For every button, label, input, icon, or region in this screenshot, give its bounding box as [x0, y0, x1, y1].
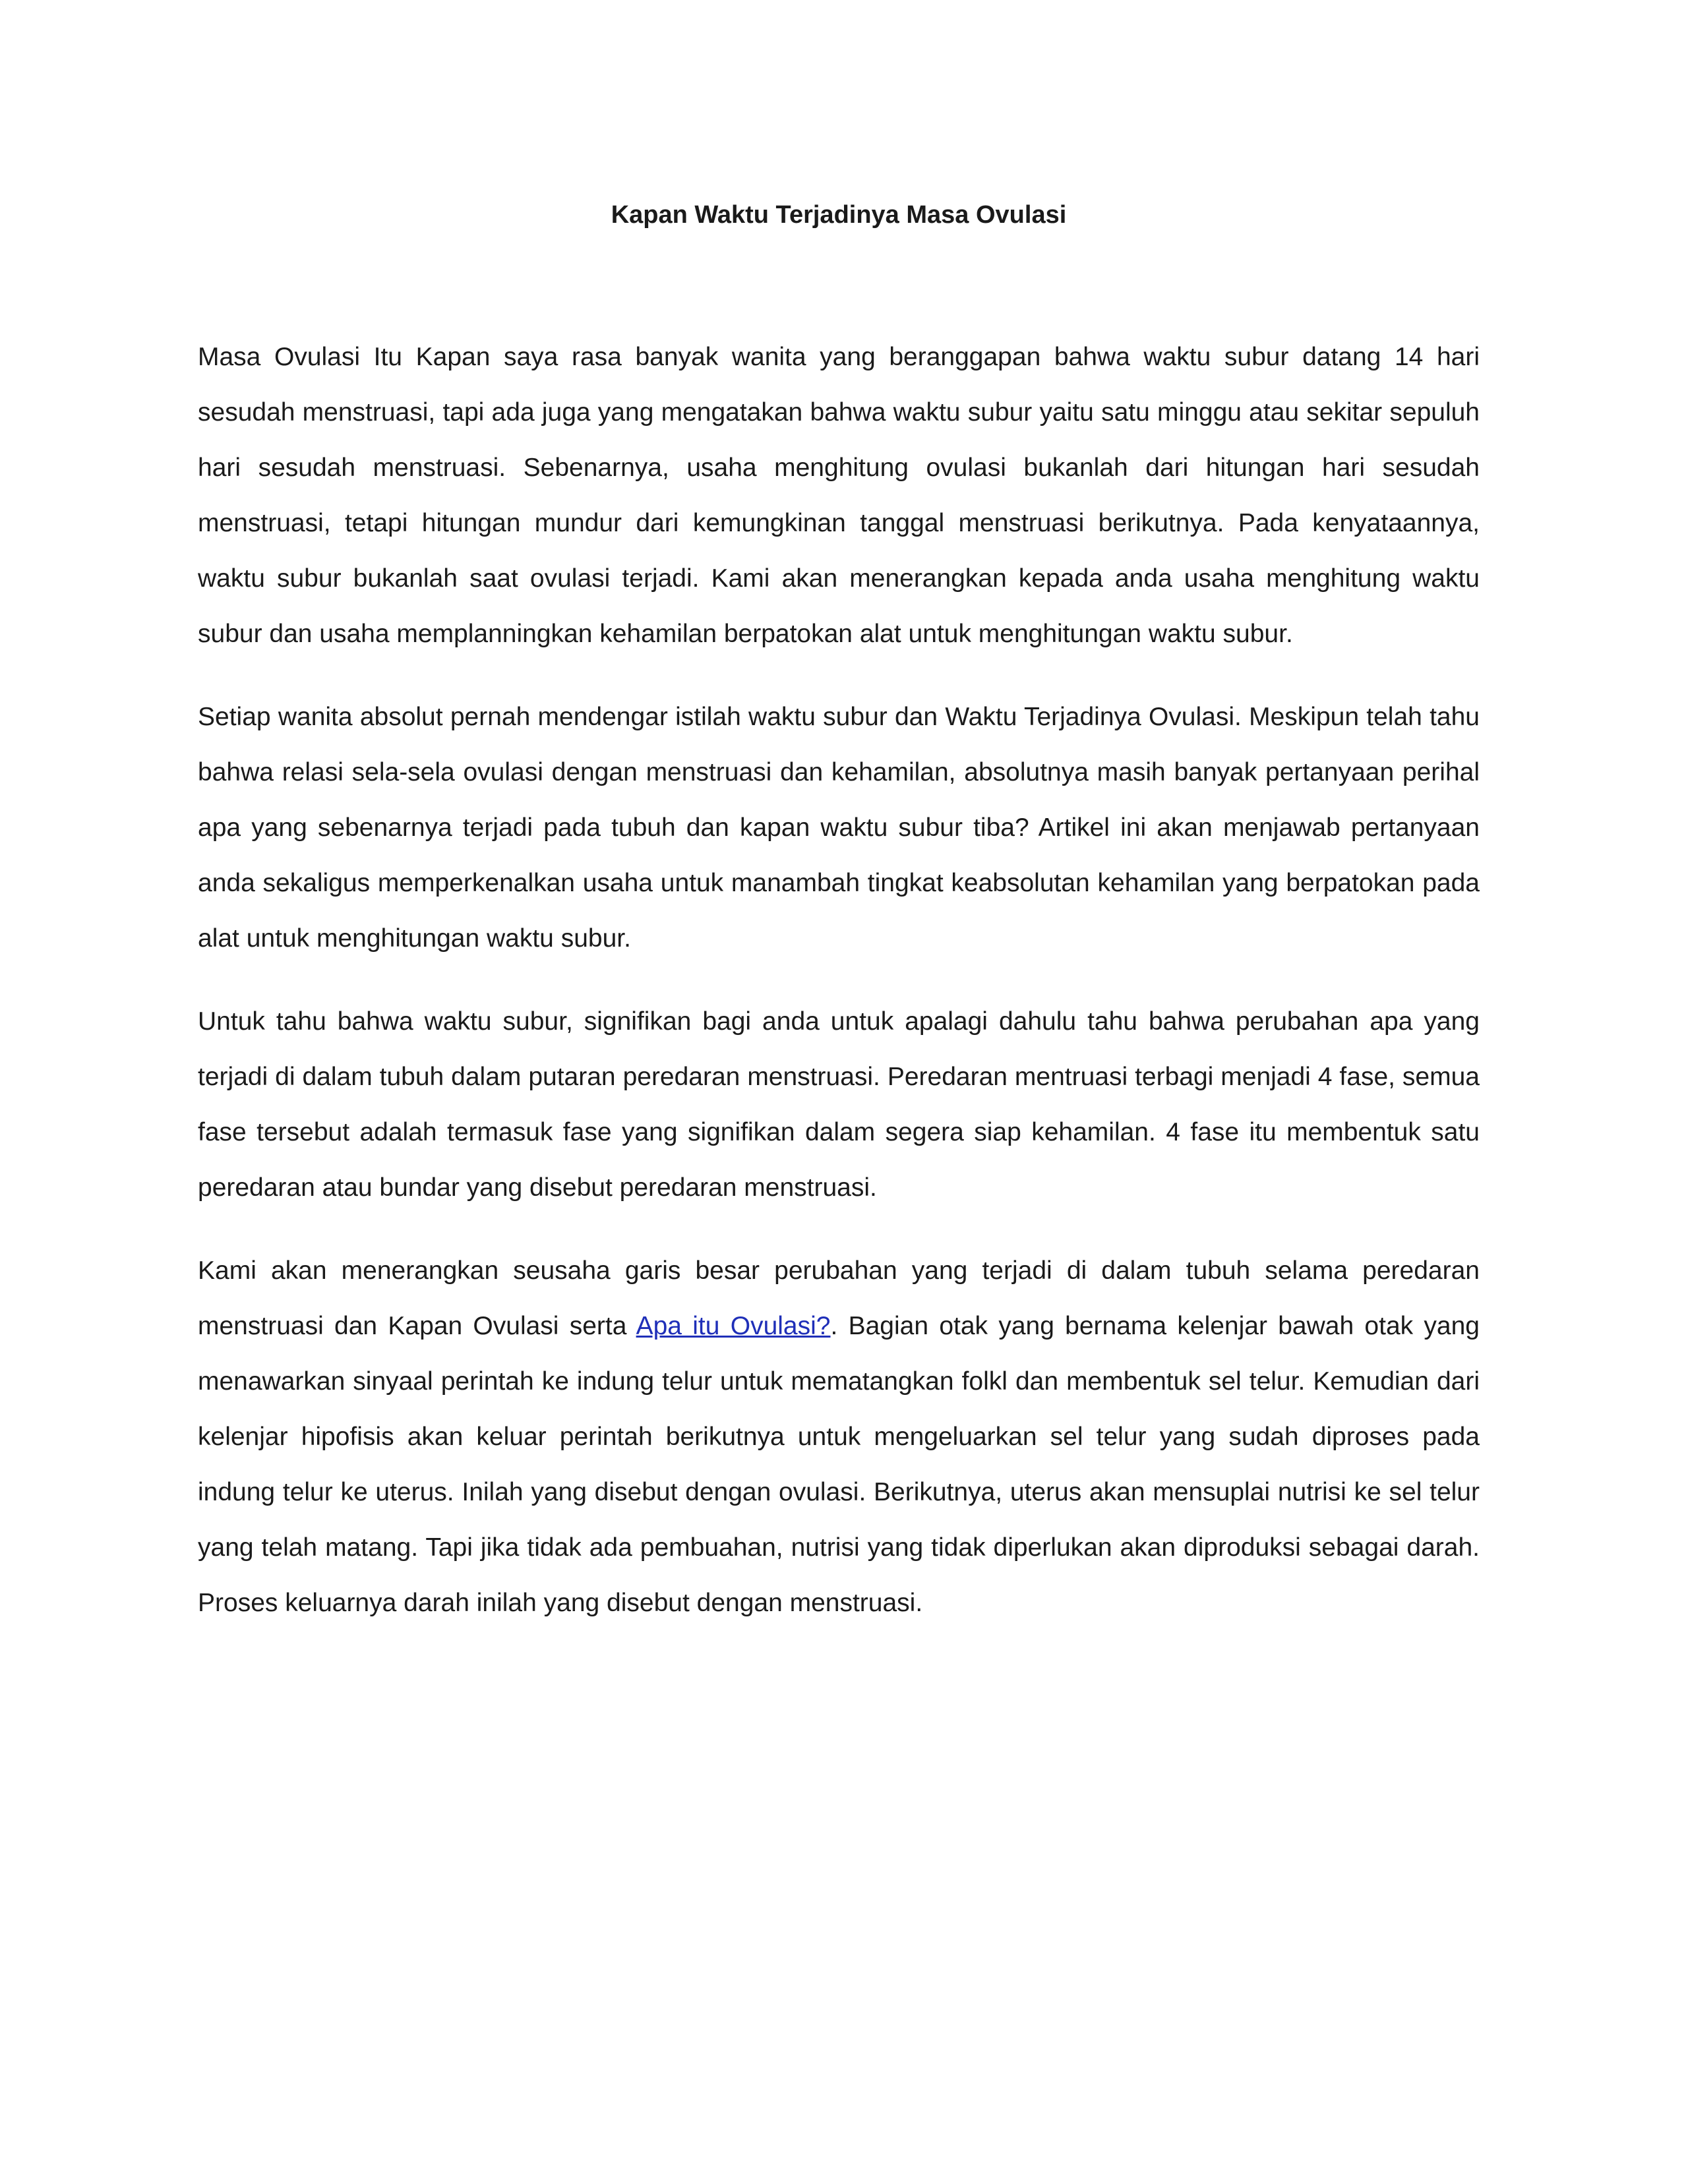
document-title: Kapan Waktu Terjadinya Masa Ovulasi	[611, 201, 1067, 229]
document-body	[198, 330, 1480, 1659]
paragraph-4-text-after-link: . Bagian otak yang bernama kelenjar bawah otak yang menawarkan sinyaal perintah ke indung telur untuk mematangkan folkl dan membentuk sel telur. Kemudian dari kelenjar hipofisis akan keluar perintah berikutnya untuk mengeluarkan sel telur yang sudah diproses pada indung telur ke uterus. Inilah yang disebut dengan ovulasi. Berikutnya, uterus akan mensuplai nutrisi ke sel telur yang telah matang. Tapi jika tidak ada pembuahan, nutrisi yang tidak diperlukan akan diproduksi sebagai darah. Proses keluarnya darah inilah yang disebut dengan menstruasi.	[198, 1312, 1480, 1617]
apa-itu-ovulasi-link[interactable]: Apa itu Ovulasi?	[636, 1312, 831, 1340]
paragraph-2: Setiap wanita absolut pernah mendengar istilah waktu subur dan Waktu Terjadinya Ovulasi. Meskipun telah tahu bahwa relasi sela-sela ovulasi dengan menstruasi dan kehamilan, absolutnya masih banyak pertanyaan perihal apa yang sebenarnya terjadi pada tubuh dan kapan waktu subur tiba? Artikel ini akan menjawab pertanyaan anda sekaligus memperkenalkan usaha untuk manambah tingkat keabsolutan kehamilan yang berpatokan pada alat untuk menghitungan waktu subur.	[198, 703, 1480, 953]
paragraph-4	[198, 1243, 1480, 1631]
paragraph-4-text-before-link: Kami akan menerangkan seusaha garis besar perubahan yang terjadi di dalam tubuh selama peredaran menstruasi dan Kapan Ovulasi serta	[198, 1256, 1480, 1340]
paragraph-3: Untuk tahu bahwa waktu subur, signifikan bagi anda untuk apalagi dahulu tahu bahwa perubahan apa yang terjadi di dalam tubuh dalam putaran peredaran menstruasi. Peredaran mentruasi terbagi menjadi 4 fase, semua fase tersebut adalah termasuk fase yang signifikan dalam segera siap kehamilan. 4 fase itu membentuk satu peredaran atau bundar yang disebut peredaran menstruasi.	[198, 1007, 1480, 1202]
paragraph-1: Masa Ovulasi Itu Kapan saya rasa banyak wanita yang beranggapan bahwa waktu subur datang 14 hari sesudah menstruasi, tapi ada juga yang mengatakan bahwa waktu subur yaitu satu minggu atau sekitar sepuluh hari sesudah menstruasi. Sebenarnya, usaha menghitung ovulasi bukanlah dari hitungan hari sesudah menstruasi, tetapi hitungan mundur dari kemungkinan tanggal menstruasi berikutnya. Pada kenyataannya, waktu subur bukanlah saat ovulasi terjadi. Kami akan menerangkan kepada anda usaha menghitung waktu subur dan usaha memplanningkan kehamilan berpatokan alat untuk menghitungan waktu subur.	[198, 343, 1480, 648]
